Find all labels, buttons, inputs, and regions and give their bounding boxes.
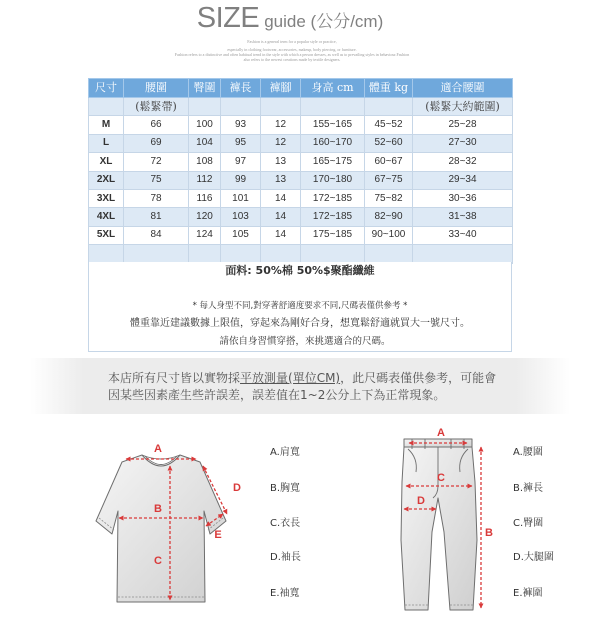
size-value: 75 — [124, 171, 189, 189]
size-value: 13 — [261, 171, 301, 189]
size-value: 12 — [261, 116, 301, 134]
size-value: 13 — [261, 153, 301, 171]
marker-d: D — [233, 482, 241, 494]
size-label: 3XL — [89, 189, 124, 207]
size-value: 31~38 — [413, 208, 513, 226]
size-value: 104 — [189, 134, 221, 152]
size-value: 30~36 — [413, 189, 513, 207]
material-info: 面料: 50%棉 50%$聚酯纖維 — [225, 264, 375, 277]
pants-marker-a: A — [437, 427, 445, 439]
legend-body-length: C.衣長 — [270, 518, 301, 529]
column-subheader — [189, 98, 221, 116]
size-value: 93 — [221, 116, 261, 134]
size-row — [89, 134, 513, 152]
pants-marker-d: D — [417, 495, 425, 507]
size-value: 29~34 — [413, 171, 513, 189]
size-value: 72 — [124, 153, 189, 171]
header-row — [89, 79, 513, 98]
size-value: 172~185 — [301, 208, 365, 226]
column-subheader — [221, 98, 261, 116]
column-header: 褲長 — [221, 79, 261, 98]
size-value: 170~180 — [301, 171, 365, 189]
size-label: 2XL — [89, 171, 124, 189]
size-value: 78 — [124, 189, 189, 207]
tagline-line: also refers to the newest creations made by textile designers. — [243, 57, 341, 62]
size-row — [89, 116, 513, 134]
size-value: 108 — [189, 153, 221, 171]
empty-cell — [261, 245, 301, 263]
column-subheader — [261, 98, 301, 116]
column-header: 身高 cm — [301, 79, 365, 98]
empty-cell — [365, 245, 413, 263]
title-main: SIZE — [196, 2, 260, 34]
size-value: 101 — [221, 189, 261, 207]
note-line: 體重靠近建議數據上限值，穿起來為剛好合身，想寬鬆舒適就買大一號尺寸。 — [130, 318, 470, 329]
legend-leg-opening: E.褲圍 — [513, 588, 543, 599]
column-subheader: (鬆緊大約範圍) — [413, 98, 513, 116]
column-header: 適合腰圍 — [413, 79, 513, 98]
tagline-line: Fashion is a general term for a popular style or practice, — [247, 39, 337, 44]
size-value: 66 — [124, 116, 189, 134]
legend-pants-length: B.褲長 — [513, 483, 544, 494]
size-value: 60~67 — [365, 153, 413, 171]
marker-b: B — [154, 503, 162, 515]
legend-shoulder-width: A.肩寬 — [270, 447, 300, 458]
marker-a: A — [154, 443, 162, 455]
empty-cell — [89, 245, 124, 263]
size-value: 28~32 — [413, 153, 513, 171]
notice-text — [108, 370, 496, 404]
size-label: 5XL — [89, 226, 124, 244]
size-value: 165~175 — [301, 153, 365, 171]
size-value: 25~28 — [413, 116, 513, 134]
column-header: 臀圍 — [189, 79, 221, 98]
size-value: 81 — [124, 208, 189, 226]
size-label: XL — [89, 153, 124, 171]
size-value: 27~30 — [413, 134, 513, 152]
subheader-row — [89, 98, 513, 116]
size-value: 14 — [261, 226, 301, 244]
empty-cell — [413, 245, 513, 263]
size-value: 100 — [189, 116, 221, 134]
column-header: 體重 kg — [365, 79, 413, 98]
empty-row — [89, 245, 513, 263]
size-value: 82~90 — [365, 208, 413, 226]
size-value: 99 — [221, 171, 261, 189]
size-label: M — [89, 116, 124, 134]
legend-hip: C.臀圍 — [513, 518, 544, 529]
empty-cell — [221, 245, 261, 263]
notice-line-1 — [108, 370, 496, 387]
size-table-body — [89, 79, 513, 264]
legend-chest-width: B.胸寬 — [270, 483, 301, 494]
size-value: 84 — [124, 226, 189, 244]
size-table — [88, 78, 513, 264]
size-value: 14 — [261, 189, 301, 207]
empty-cell — [124, 245, 189, 263]
empty-cell — [301, 245, 365, 263]
tshirt-illustration — [96, 443, 241, 602]
marker-c: C — [154, 555, 162, 567]
column-subheader — [301, 98, 365, 116]
note-line: 請依自身習慣穿搭，來挑選適合的尺碼。 — [219, 336, 391, 347]
size-value: 12 — [261, 134, 301, 152]
notice-text-pre: 本店所有尺寸皆以實物採 — [108, 371, 241, 385]
notice-line-2: 因某些因素產生些許誤差，誤差值在1~2公分上下為正常現象。 — [108, 388, 446, 402]
size-row — [89, 208, 513, 226]
column-header: 腰圍 — [124, 79, 189, 98]
legend-sleeve-length: D.袖長 — [270, 552, 301, 563]
pants-illustration — [401, 427, 493, 610]
table-notes — [88, 262, 512, 352]
pants-marker-b: B — [485, 527, 493, 539]
note-line: * 每人身型不同,對穿著舒適度要求不同,尺碼表僅供參考 * — [192, 301, 408, 311]
column-subheader — [89, 98, 124, 116]
column-subheader — [365, 98, 413, 116]
size-row — [89, 171, 513, 189]
size-value: 124 — [189, 226, 221, 244]
size-value: 14 — [261, 208, 301, 226]
size-value: 175~185 — [301, 226, 365, 244]
size-value: 52~60 — [365, 134, 413, 152]
size-value: 120 — [189, 208, 221, 226]
page-title — [140, 1, 440, 40]
size-value: 67~75 — [365, 171, 413, 189]
size-value: 75~82 — [365, 189, 413, 207]
size-value: 105 — [221, 226, 261, 244]
pants-marker-c: C — [437, 472, 445, 484]
size-value: 172~185 — [301, 189, 365, 207]
legend-waist: A.腰圍 — [513, 447, 543, 458]
size-value: 97 — [221, 153, 261, 171]
size-value: 90~100 — [365, 226, 413, 244]
marker-e: E — [214, 529, 222, 541]
notice-text-post: ，此尺碼表僅供參考，可能會 — [340, 371, 497, 385]
legend-thigh: D.大腿圍 — [513, 552, 554, 563]
title-sub: guide (公分/cm) — [264, 12, 384, 31]
size-row — [89, 226, 513, 244]
tagline-line: especially in clothing footwear, accessories, makeup, body piercing, or furniture. — [227, 47, 357, 52]
size-value: 95 — [221, 134, 261, 152]
size-row — [89, 153, 513, 171]
column-header: 尺寸 — [89, 79, 124, 98]
legend-sleeve-width: E.袖寬 — [270, 588, 300, 599]
measurement-notice — [30, 358, 570, 414]
size-value: 116 — [189, 189, 221, 207]
tagline-line: Fashion refers to a distinctive and often habitual trend in the style with which a person dresses, as well as to prevailing styles in behaviour.Fashion — [174, 52, 410, 57]
size-value: 69 — [124, 134, 189, 152]
size-value: 160~170 — [301, 134, 365, 152]
size-value: 155~165 — [301, 116, 365, 134]
size-row — [89, 189, 513, 207]
notice-text-underlined: 平放測量(單位CM) — [240, 371, 341, 385]
size-value: 33~40 — [413, 226, 513, 244]
column-header: 褲腳 — [261, 79, 301, 98]
size-value: 103 — [221, 208, 261, 226]
size-value: 112 — [189, 171, 221, 189]
column-subheader: (鬆緊帶) — [124, 98, 189, 116]
size-label: L — [89, 134, 124, 152]
tshirt-body — [96, 455, 226, 602]
empty-cell — [189, 245, 221, 263]
size-label: 4XL — [89, 208, 124, 226]
size-value: 45~52 — [365, 116, 413, 134]
